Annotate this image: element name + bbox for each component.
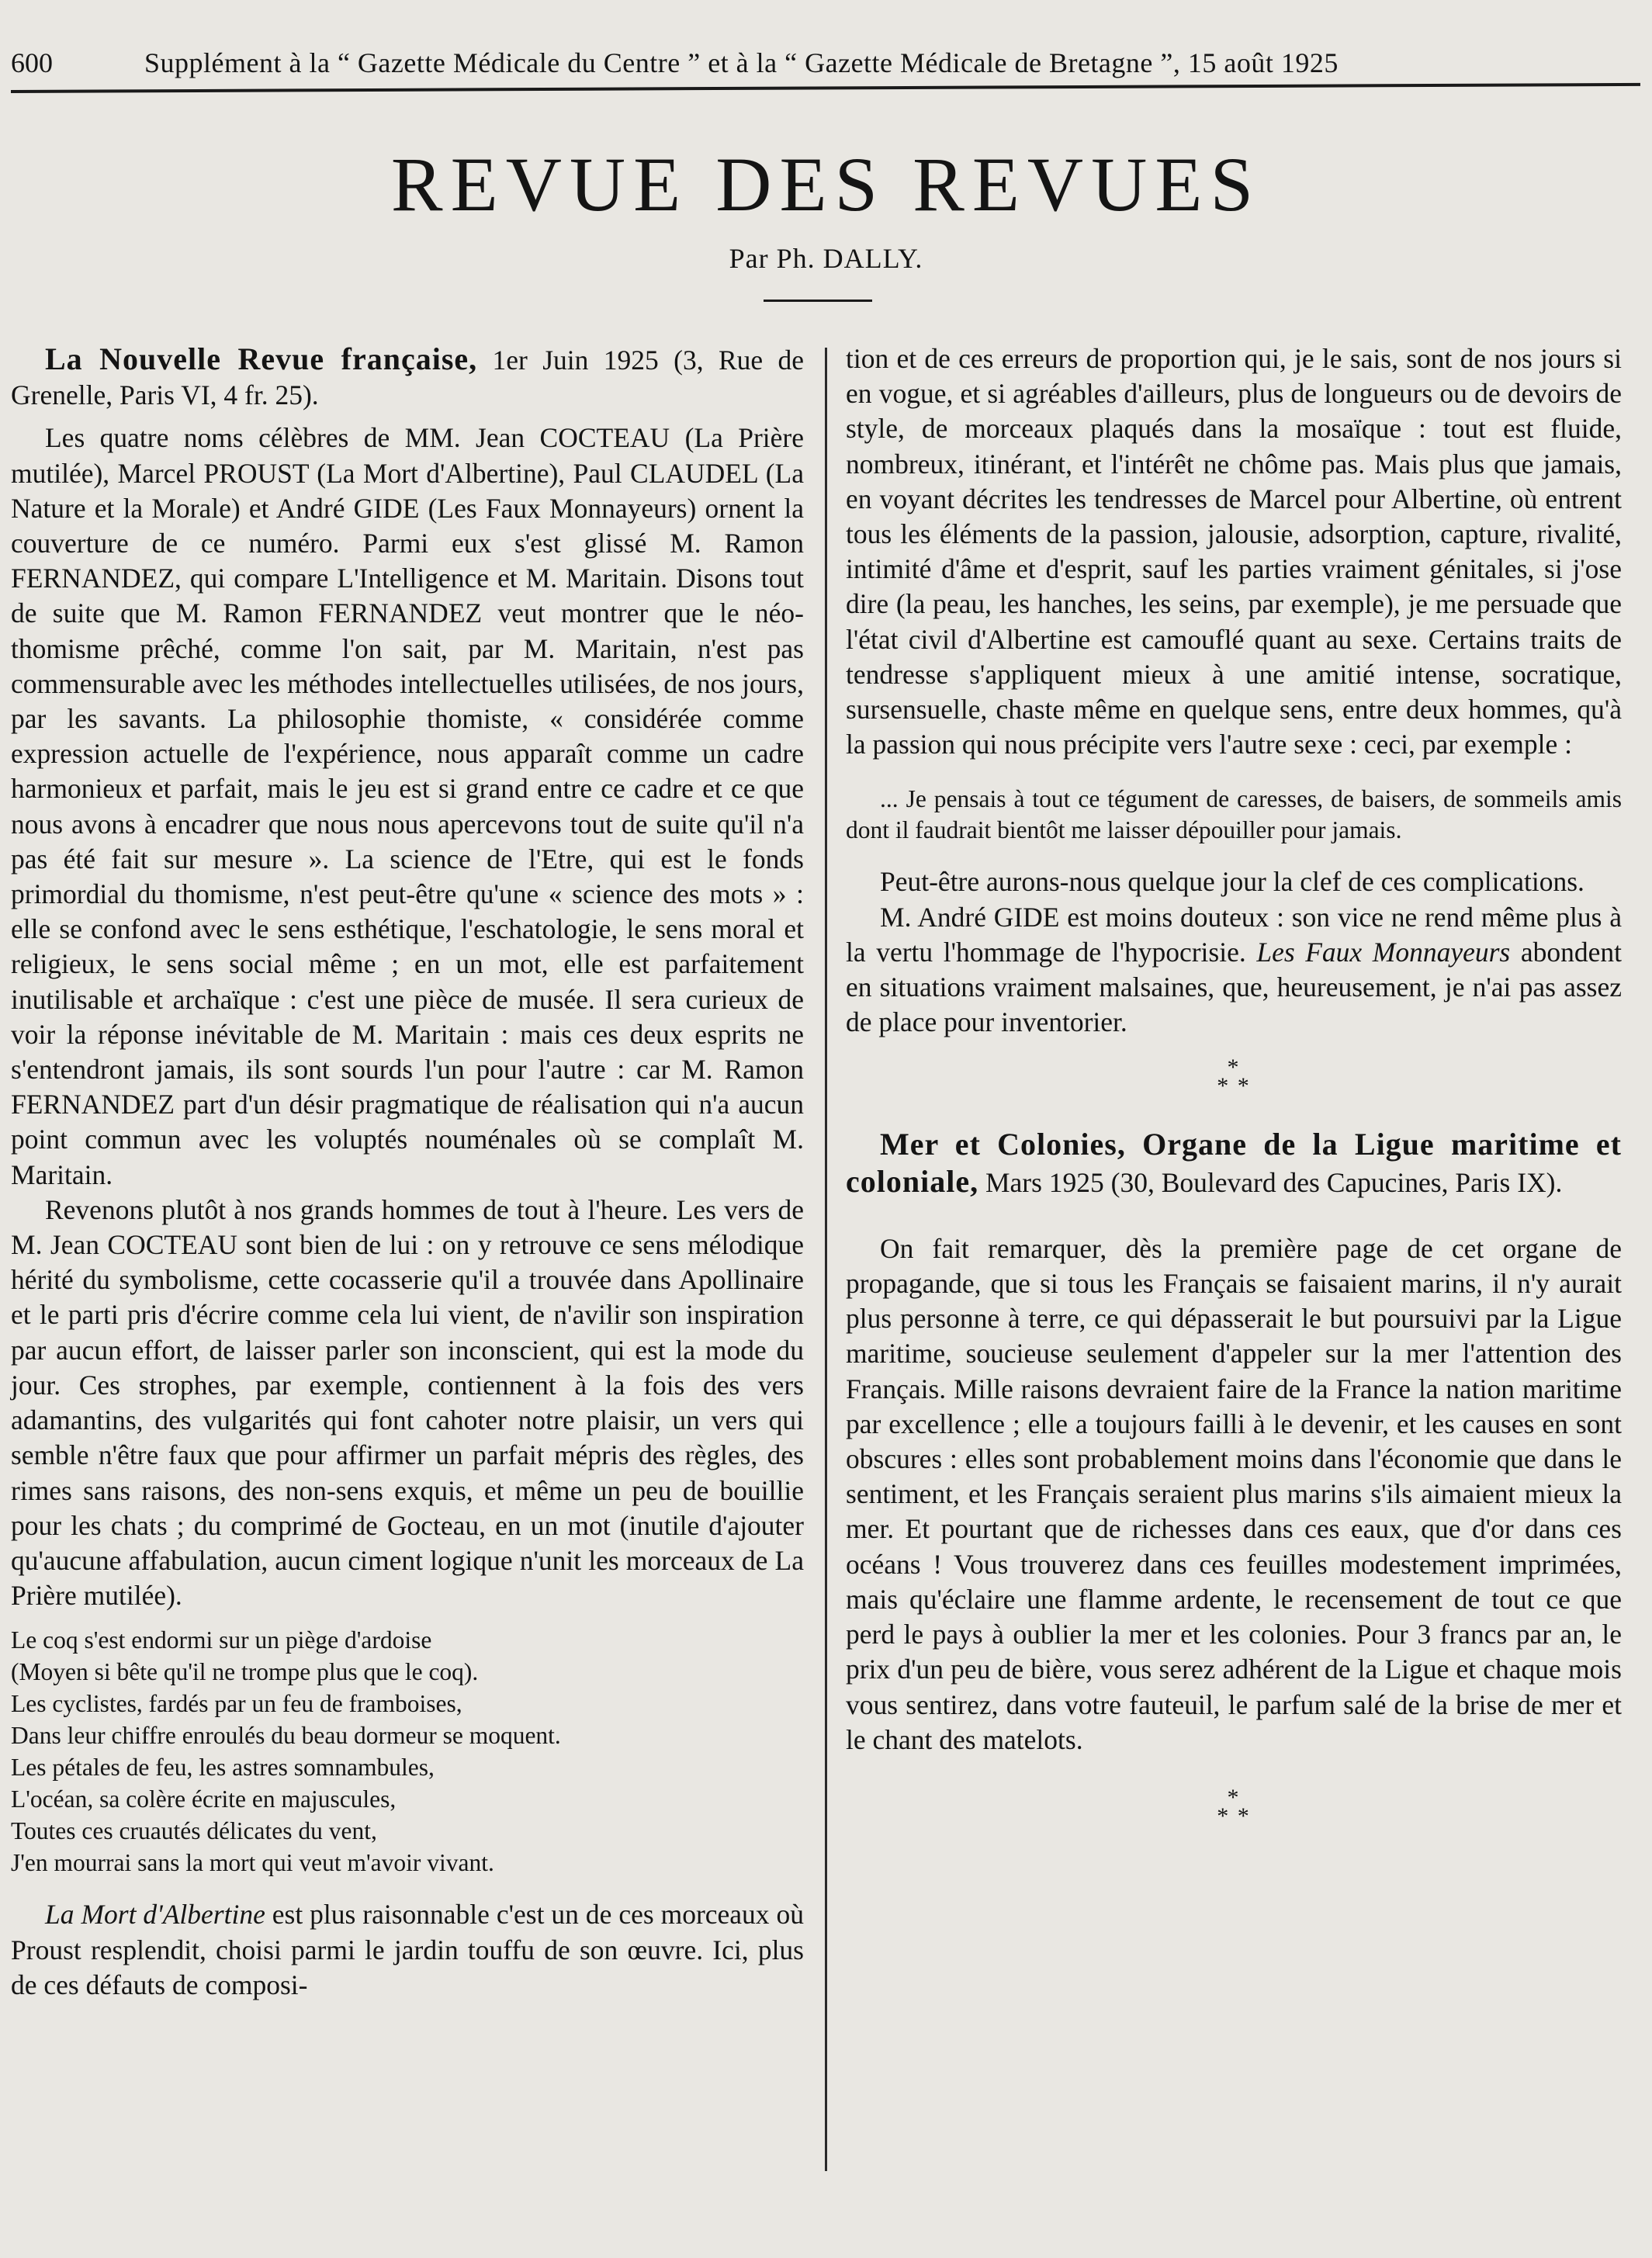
verse-line: Les cyclistes, fardés par un feu de framboises,	[11, 1690, 462, 1718]
running-head	[11, 43, 1586, 82]
journal-title-mer-colonies: Mer et Colonies, Organe de la Ligue maritime et coloniale,	[846, 1127, 1622, 1199]
work-title-albertine: La Mort d'Albertine	[45, 1899, 265, 1931]
paragraph-nrf-overview: Les quatre noms célèbres de MM. Jean COCTEAU (La Prière mutilée), Marcel PROUST (La Mort d'Albertine), Paul CLAUDEL (La Nature et la Morale) et André GIDE (Les Faux Monnayeurs) ornent la couverture de ce numéro. Parmi eux s'est glissé M. Ramon FERNANDEZ, qui compare L'Intelligence et M. Maritain. Disons tout de suite que M. Ramon FERNANDEZ veut montrer que le néo-thomisme prêché, comme l'on sait, par M. Maritain, n'est pas commensurable avec les méthodes intellectuelles utilisées, de nos jours, par les savants. La philosophie thomiste, « considérée comme expression actuelle de l'expérience, nous apparaît comme un cadre harmonieux et parfait, mais le jeu est si grand entre ce cadre et ce que nous avons à encadrer que nous nous apercevons tout de suite qu'il n'a pas été fait sur mesure ». La science de l'Etre, qui est le fonds primordial du thomisme, n'est peut-être qu'une « science des mots » : elle se confond avec le sens esthétique, l'eschatologie, le sens moral et religieux, le sens social même ; en un mot, elle est parfaitement inutilisable et archaïque : c'est une pièce de musée. Il sera curieux de voir la réponse inévitable de M. Maritain : mais ces deux esprits ne s'entendront jamais, ils sont sourds l'un pour l'autre : car M. Ramon FERNANDEZ part d'un désir pragmatique de réalisation qui n'a aucun point commun avec les voluptés nouménales où se complaît M. Maritain.	[11, 422, 804, 1190]
verse-line: J'en mourrai sans la mort qui veut m'avoir vivant.	[11, 1849, 494, 1877]
paragraph-mer-colonies: On fait remarquer, dès la première page de cet organe de propagande, que si tous les Français se faisaient marins, il n'y aurait plus personne à terre, ce qui dépasserait le but poursuivi par la Ligue maritime, soucieuse seulement d'appeler sur la mer l'attention des Français. Mille raisons devraient faire de la France la nation maritime par excellence ; elle a toujours failli à le devenir, et les causes en sont obscures : elles sont probablement moins dans l'économie que dans le sentiment, et les Français seraient plus marins s'ils aimaient mieux la mer. Et pourtant que de richesses dans ces eaux, que d'or dans ces océans ! Vous trouverez dans ces feuilles modestement imprimées, mais qu'éclaire une flamme ardente, le recensement de tout ce que perd le pays à oublier la mer et les colonies. Pour 3 francs par an, le prix d'un peu de bière, vous serez adhérent de la Ligue et chaque mois vous sentirez, dans votre fauteuil, le parfum salé de la brise de mer et le chant des matelots.	[846, 1232, 1622, 1755]
verse-line: (Moyen si bête qu'il ne trompe plus que le coq).	[11, 1658, 479, 1686]
paragraph-cocteau: Revenons plutôt à nos grands hommes de tout à l'heure. Les vers de M. Jean COCTEAU sont bien de lui : on y retrouve ce sens mélodique hérité du symbolisme, cette cocasserie qu'il a trouvée dans Apollinaire et le parti pris d'écrire comme cela lui vient, de n'avilir son inspiration par aucun effort, de laisser parler son inconscient, qui est la mode du jour. Ces strophes, par exemple, contiennent à la fois des vers adamantins, des vulgarités qui font cahoter notre plaisir, un vers qui semble n'être faux que pour affirmer un parfait mépris des règles, des rimes sans raisons, des non-sens exquis, et même un peu de bouillie pour les chats ; du comprimé de Gocteau, en un mot (inutile d'ajouter qu'aucune affabulation, aucun ciment logique n'unit les morceaux de La Prière mutilée).	[11, 1193, 804, 1612]
right-column	[846, 341, 1622, 1829]
proust-quote: ... Je pensais à tout ce tégument de caresses, de baisers, de sommeils amis dont il faudrait bientôt me laisser dépouiller pour jamais.	[846, 785, 1622, 844]
paragraph-proust-continued: tion et de ces erreurs de proportion qui, je le sais, sont de nos jours si en vogue, et si agréables d'ailleurs, plus de longueurs ou de devoirs de style, de morceaux plaqués dans la mosaïque : tout est fluide, nombreux, itinérant, et l'intérêt ne chôme pas. Mais plus que jamais, en voyant décrites les tendresses de Marcel pour Albertine, où entrent tous les éléments de la passion, jalousie, adsorption, capture, rivalité, intimité d'âme et d'esprit, sauf les parties vraiment génitales, si j'ose dire (la peau, les hanches, les seins, par exemple), je me persuade que l'état civil d'Albertine est camouflé quant au sexe. Certains traits de tendresse s'appliquent mieux à une amitié intense, socratique, sursensuelle, chaste même en quelque sens, entre deux hommes, qu'à la passion qui nous précipite vers l'autre sexe : ceci, par exemple :	[846, 343, 1622, 760]
byline: Par Ph. DALLY.	[729, 243, 923, 274]
page-number: 600	[11, 47, 53, 78]
paragraph-gide-text-a: M. André GIDE est moins douteux : son vice ne rend même plus à la vertu l'hommage de l'hypocrisie.	[846, 901, 1622, 968]
section-heading-nrf	[11, 341, 804, 413]
header-rule	[11, 83, 1640, 93]
verse-line: Le coq s'est endormi sur un piège d'ardoise	[11, 1626, 432, 1654]
left-column	[11, 341, 804, 2003]
work-title-faux-monnayeurs: Les Faux Monnayeurs	[1256, 936, 1511, 968]
paragraph-gide	[846, 900, 1622, 1041]
verse-line: L'océan, sa colère écrite en majuscules,	[11, 1785, 397, 1813]
verse-line: Dans leur chiffre enroulés du beau dormeur se moquent.	[11, 1722, 561, 1750]
paragraph-complications: Peut-être aurons-nous quelque jour la clef de ces complications.	[880, 866, 1584, 898]
byline-rule	[764, 300, 872, 302]
supplement-line: Supplément à la “ Gazette Médicale du Centre ” et à la “ Gazette Médicale de Bretagne ”, 15 août 1925	[144, 47, 1339, 78]
verse-line: Toutes ces cruautés délicates du vent,	[11, 1817, 377, 1845]
section-separator-2: * * *	[1217, 1784, 1251, 1829]
page-title: REVUE DES REVUES	[390, 141, 1262, 227]
poem-verse	[11, 1624, 804, 1879]
paragraph-proust-text: est plus raisonnable c'est un de ces morceaux où Proust resplendit, choisi parmi le jardin touffu de son œuvre. Ici, plus de ces défauts de composi-	[11, 1899, 804, 2000]
column-divider	[825, 348, 827, 2171]
verse-line: Les pétales de feu, les astres somnambules,	[11, 1754, 435, 1782]
journal-date-mer-colonies: Mars 1925 (30, Boulevard des Capucines, Paris IX).	[978, 1166, 1563, 1198]
paragraph-gide-text-b: abondent en situations vraiment malsaines, que, heureusement, je n'ai pas assez de place pour inventorier.	[846, 936, 1622, 1038]
section-separator-1: * * *	[1217, 1055, 1251, 1100]
journal-date-nrf: 1er Juin 1925 (3, Rue de Grenelle, Paris VI, 4 fr. 25).	[11, 345, 805, 411]
section-heading-mer-colonies	[846, 1127, 1622, 1200]
paragraph-proust	[11, 1897, 804, 2003]
journal-title-nrf: La Nouvelle Revue française,	[45, 341, 478, 376]
